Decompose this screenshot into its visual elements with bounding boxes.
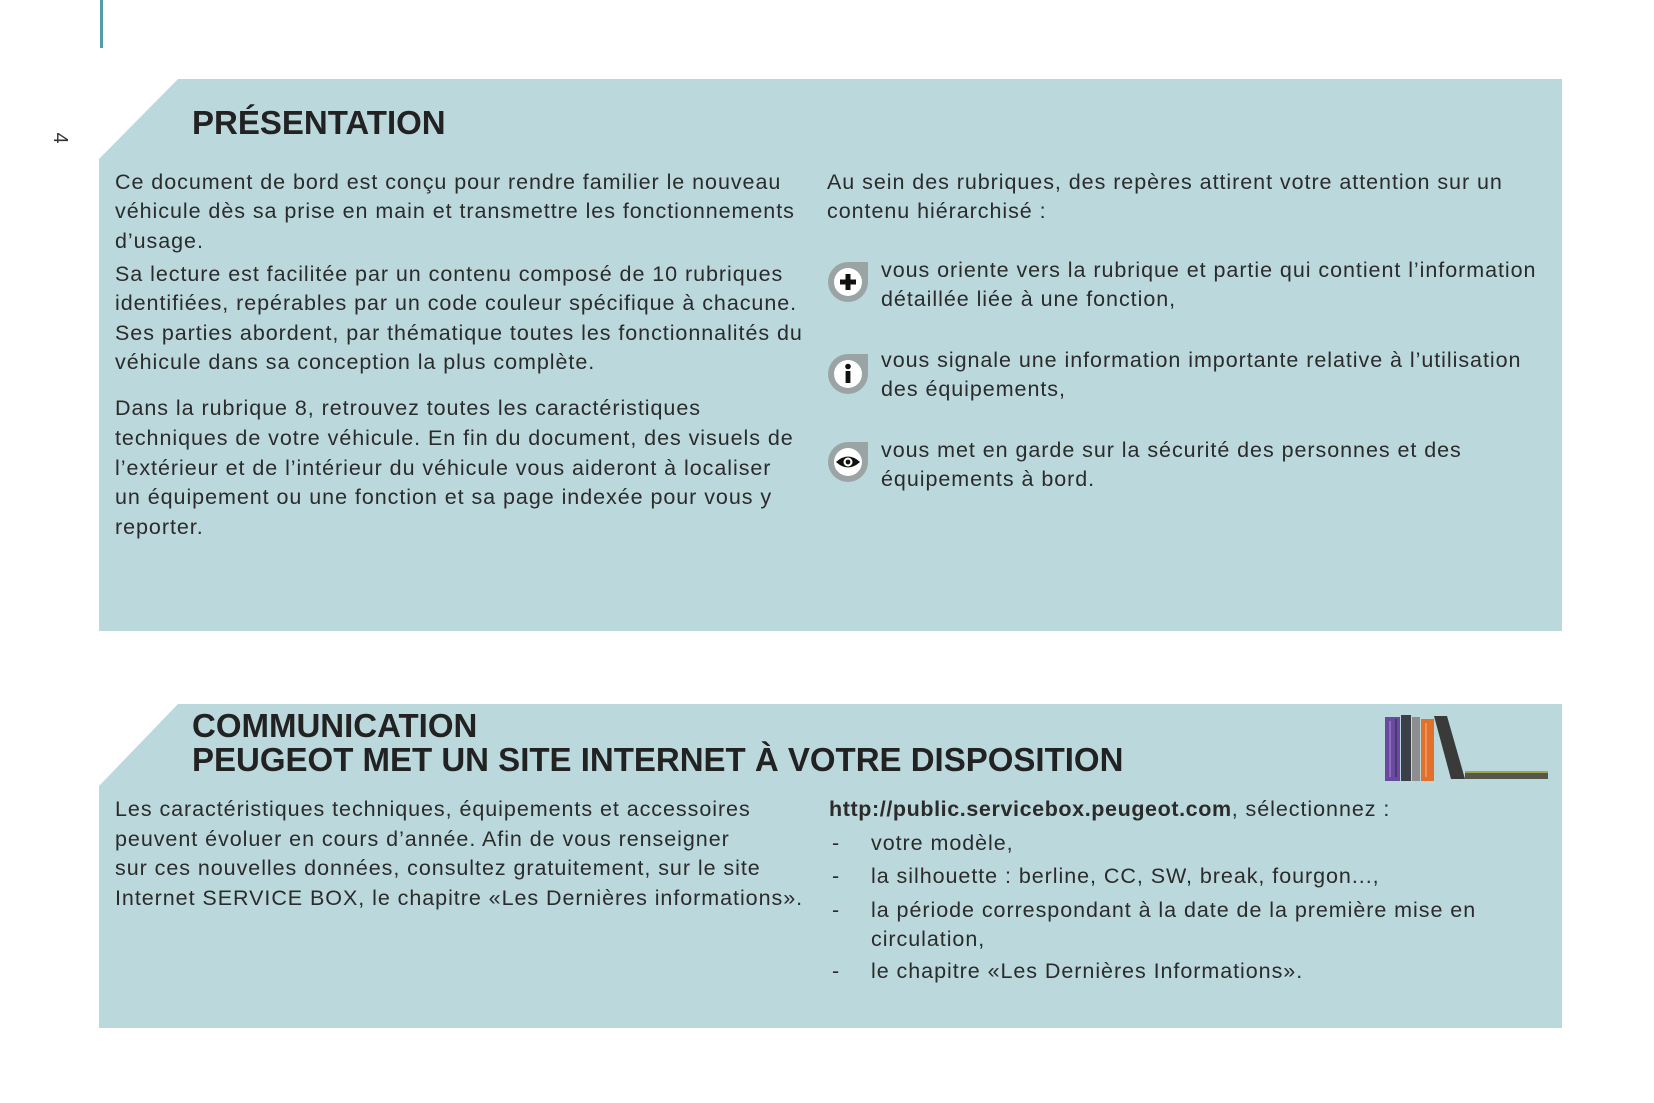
marker-text-warning (881, 436, 1462, 495)
body-text-line: véhicule dès sa prise en main et transmettre les fonctionnements (115, 199, 795, 224)
body-text-line: d’usage. (115, 228, 204, 253)
body-text-line: Internet SERVICE BOX, le chapitre «Les Dernières informations». (115, 885, 804, 910)
body-text-line: sur ces nouvelles données, consultez gratuitement, sur le site (115, 856, 761, 881)
list-item-text: votre modèle, (871, 831, 1014, 855)
body-text-line: l’extérieur et de l’intérieur du véhicule vous aideront à localiser (115, 455, 772, 480)
communication-paragraph (115, 795, 803, 913)
list-item-text: circulation, (871, 927, 986, 952)
marker-text-detail (881, 256, 1536, 315)
presentation-paragraph-1 (115, 168, 795, 257)
list-bullet: - (832, 959, 840, 984)
markers-intro (827, 168, 1503, 227)
list-bullet: - (832, 831, 840, 855)
body-text-line: vous met en garde sur la sécurité des personnes et des (881, 437, 1462, 462)
list-item (871, 896, 1476, 955)
body-text-line: Dans la rubrique 8, retrouvez toutes les caractéristiques (115, 396, 701, 421)
list-item-text: le chapitre «Les Dernières Informations». (871, 959, 1304, 984)
website-url: http://public.servicebox.peugeot.com (829, 797, 1232, 821)
body-text-line: peuvent évoluer en cours d’année. Afin de vous renseigner (115, 826, 730, 851)
presentation-title (192, 105, 446, 141)
info-icon (827, 353, 869, 395)
list-item (871, 957, 1303, 987)
body-text-line: vous signale une information importante relative à l’utilisation (881, 347, 1522, 372)
presentation-paragraph-2 (115, 260, 803, 378)
body-text-line: un équipement ou une fonction et sa page indexée pour vous y (115, 485, 773, 510)
body-text-line: Les caractéristiques techniques, équipements et accessoires (115, 797, 751, 821)
list-item (871, 829, 1014, 859)
eye-icon (827, 441, 869, 483)
list-item-text: la silhouette : berline, CC, SW, break, fourgon..., (871, 863, 1380, 888)
books-icon (1385, 713, 1548, 784)
list-item-text: la période correspondant à la date de la première mise en (871, 897, 1477, 922)
presentation-paragraph-3 (115, 394, 794, 542)
body-text-line: techniques de votre véhicule. En fin du document, des visuels de (115, 425, 794, 450)
section-title-line: COMMUNICATION (192, 707, 478, 744)
website-line (829, 795, 1390, 825)
list-bullet: - (832, 863, 840, 888)
plus-icon (827, 261, 869, 303)
body-text-line: vous oriente vers la rubrique et partie qui contient l’information (881, 257, 1537, 282)
communication-title (192, 709, 1123, 777)
body-text-line: Au sein des rubriques, des repères attirent votre attention sur un (827, 169, 1503, 194)
body-text-line: des équipements, (881, 377, 1066, 402)
body-text-line: reporter. (115, 514, 204, 539)
body-text-line: Sa lecture est facilitée par un contenu composé de 10 rubriques (115, 261, 784, 286)
marker-text-information (881, 346, 1521, 405)
body-text-line: détaillée liée à une fonction, (881, 287, 1177, 312)
website-instruction: , sélectionnez : (1231, 797, 1391, 821)
list-item (871, 862, 1380, 892)
list-bullet: - (832, 897, 840, 922)
page-number: 4 (49, 132, 71, 144)
body-text-line: Ce document de bord est conçu pour rendre familier le nouveau (115, 169, 782, 194)
body-text-line: contenu hiérarchisé : (827, 199, 1047, 224)
section-title-line: PRÉSENTATION (192, 104, 446, 141)
body-text-line: véhicule dans sa conception la plus complète. (115, 350, 596, 375)
body-text-line: identifiées, repérables par un code couleur spécifique à chacune. (115, 291, 798, 316)
section-subtitle-line: PEUGEOT MET UN SITE INTERNET À VOTRE DISPOSITION (192, 741, 1124, 778)
body-text-line: équipements à bord. (881, 467, 1096, 492)
body-text-line: Ses parties abordent, par thématique toutes les fonctionnalités du (115, 320, 803, 345)
top-accent-line (100, 0, 103, 48)
